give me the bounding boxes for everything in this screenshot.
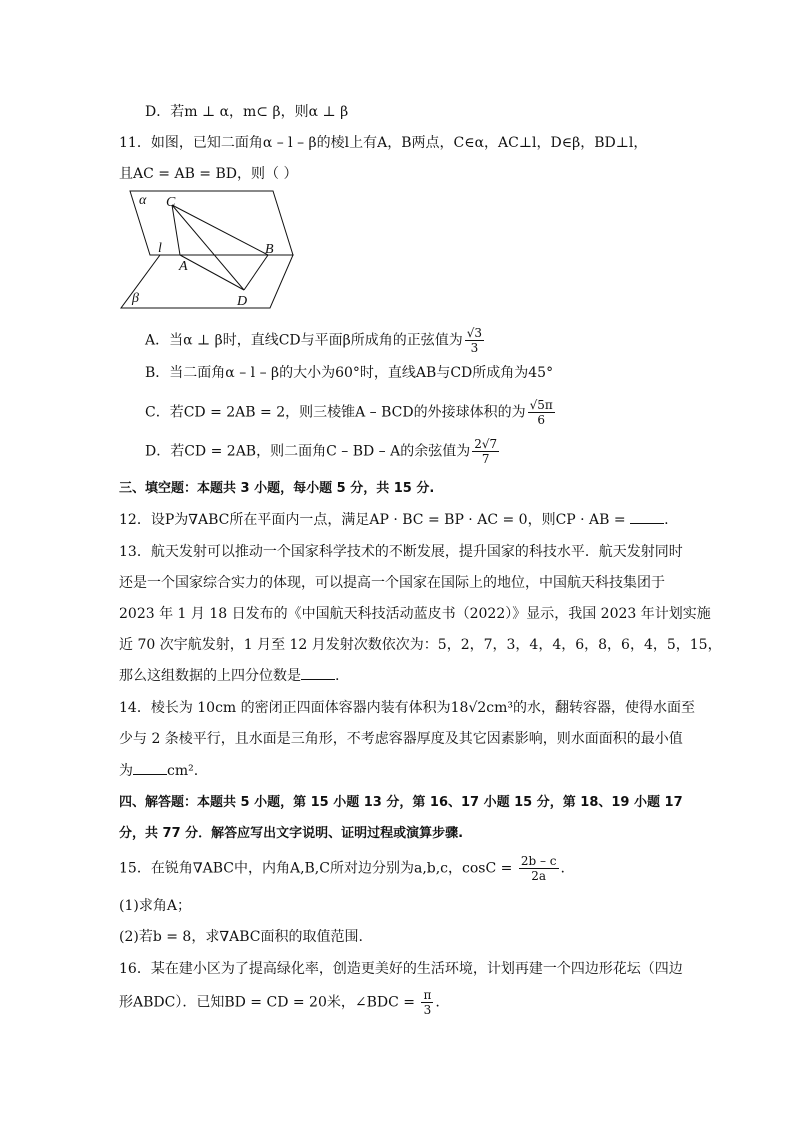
question-15-part-2: (2)若b = 8，求∇ABC面积的取值范围.: [119, 929, 363, 945]
question-16-line-1: 16．某在建小区为了提高绿化率，创造更美好的生活环境，计划再建一个四边形花坛（四边: [119, 961, 683, 977]
label-alpha: α: [139, 193, 147, 208]
question-13-line-1: 13．航天发射可以推动一个国家科学技术的不断发展，提升国家的科技水平．航天发射同时: [119, 544, 683, 560]
answer-blank: [133, 762, 167, 775]
plane-beta: [121, 255, 293, 308]
label-C: C: [166, 195, 176, 210]
line-q11-stem-1: 11．如图，已知二面角α – l – β的棱l上有A，B两点，C∈α，AC⊥l，D∈β，BD⊥l，: [119, 135, 648, 151]
label-l: l: [158, 241, 162, 256]
question-13-line-2: 还是一个国家综合实力的体现，可以提高一个国家在国际上的地位，中国航天科技集团于: [119, 575, 665, 591]
section-fill-in-heading: 三、填空题：本题共 3 小题，每小题 5 分，共 15 分.: [119, 481, 435, 496]
answer-blank: [630, 511, 664, 524]
line-q10d: D．若m ⊥ α，m⊂ β，则α ⊥ β: [145, 104, 349, 120]
option-q11b: B．当二面角α – l – β的大小为60°时，直线AB与CD所成角为45°: [145, 365, 554, 381]
label-B: B: [265, 242, 274, 257]
question-14-line-1: 14．棱长为 10cm 的密闭正四面体容器内装有体积为18√2cm³的水，翻转容器，使得水面至: [119, 700, 696, 716]
question-14-line-2: 少与 2 条棱平行，且水面是三角形，不考虑容器厚度及其它因素影响，则水面面积的最小值: [119, 731, 683, 747]
label-D: D: [237, 294, 248, 309]
question-14-line-3: 为 cm².: [119, 763, 199, 779]
section-answer-heading-1: 四、解答题：本题共 5 小题，第 15 小题 13 分，第 16、17 小题 15 分，第 18、19 小题 17: [119, 795, 683, 810]
question-16-line-2: 形ABDC）．已知BD = CD = 20米，∠BDC = $\frac{\pi}{3}$ .: [119, 988, 440, 1017]
question-12: 12．设P为∇ABC所在平面内一点，满足AP · BC = BP · AC = 0，则CP · AB = .: [119, 512, 669, 528]
label-A: A: [179, 259, 188, 274]
question-15: 15．在锐角∇ABC中，内角A,B,C所对边分别为a,b,c，cosC = $\frac{2b - c}{2a}$ .: [119, 854, 565, 883]
answer-blank: [301, 667, 335, 680]
option-q11d: D．若CD = 2AB，则二面角C – BD – A的余弦值为 $\frac{2√7}{7}$: [145, 437, 498, 466]
question-13-line-4: 近 70 次宇航发射，1 月至 12 月发射次数依次为：5，2，7，3，4，4，6，8，6，4，5，15，: [119, 637, 722, 653]
label-beta: β: [132, 291, 139, 306]
question-15-part-1: (1)求角A；: [119, 898, 191, 914]
dihedral-figure: [118, 188, 300, 312]
question-13-line-3: 2023 年 1 月 18 日发布的《中国航天科技活动蓝皮书（2022）》显示，我国 2023 年计划实施: [119, 606, 711, 622]
question-13-line-5: 那么这组数据的上四分位数是 .: [119, 668, 340, 684]
option-q11c: C．若CD = 2AB = 2，则三棱锥A – BCD的外接球体积的为 $\frac{√5\pi}{6}$: [145, 398, 553, 427]
line-q11-stem-2: 且AC = AB = BD，则（ ）: [119, 166, 298, 182]
option-q11a: A．当α ⊥ β时，直线CD与平面β所成角的正弦值为 $\frac{√3}{3}$: [145, 326, 483, 355]
section-answer-heading-2: 分，共 77 分．解答应写出文字说明、证明过程或演算步骤.: [119, 826, 464, 841]
